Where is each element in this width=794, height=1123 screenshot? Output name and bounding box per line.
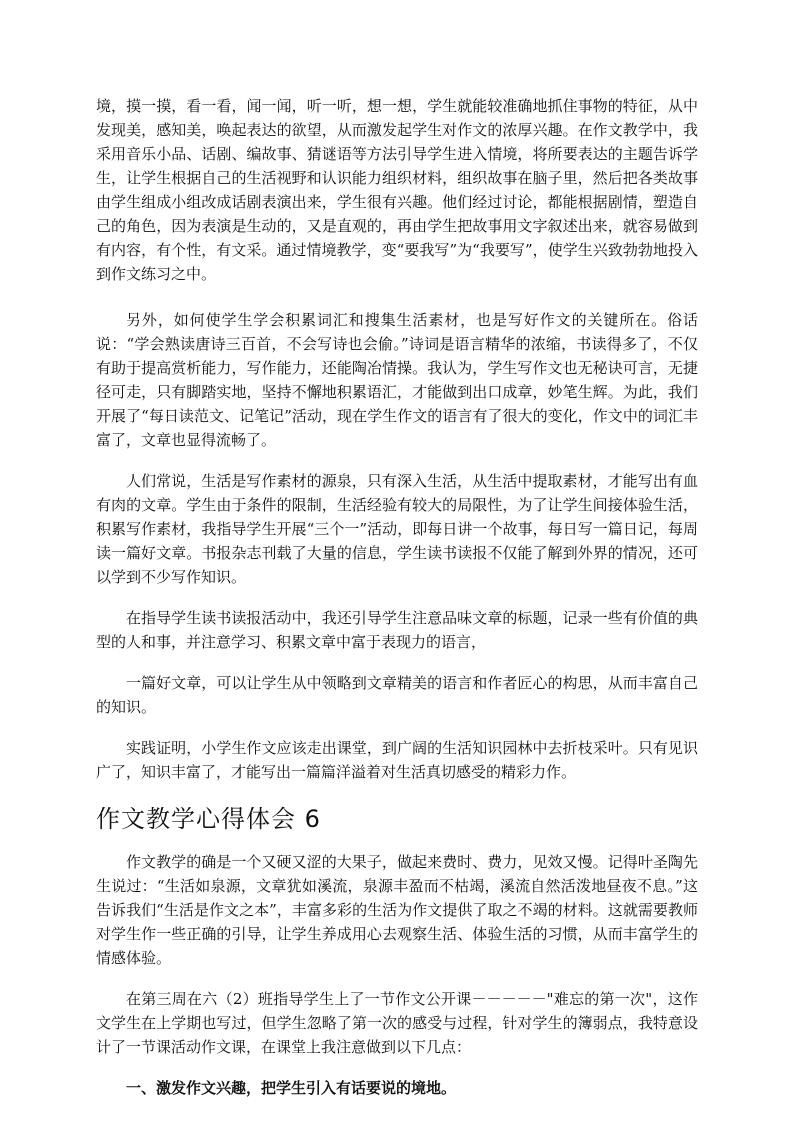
- paragraph-open-class: 在第三周在六（2）班指导学生上了一节作文公开课－－－－－"难忘的第一次"，这作文学生在上学期也写过，但学生忽略了第一次的感受与过程，针对学生的簿弱点，我特意设计了一节课活动作文课，在课堂上我注意做到以下几点：: [96, 990, 698, 1056]
- subheading-point-one: 一、激发作文兴趣，把学生引入有话要说的境地。: [126, 1079, 457, 1097]
- paragraph-intro: 作文教学的确是一个又硬又涩的大果子，做起来费时、费力，见效又慢。记得叶圣陶先生说过：“生活如泉源，文章犹如溪流，泉源丰盈而不枯竭，溪流自然活泼地昼夜不息。”这告诉我们“生活是作文之本”，丰富多彩的生活为作文提供了取之不竭的材料。这就需要教师对学生作一些正确的引导，让学生养成用心去观察生活、体验生活的习惯，从而丰富学生的情感体验。: [96, 853, 698, 967]
- paragraph-vocabulary: 另外，如何使学生学会积累词汇和搜集生活素材，也是写好作文的关键所在。俗话说：“学会熟读唐诗三百首，不会写诗也会偷。”诗词是语言精华的浓缩，书读得多了，不仅有助于提高赏析能力，写作能力，还能陶冶情操。我认为，学生写作文也无秘诀可言，无捷径可走，只有脚踏实地，坚持不懈地积累语汇，才能做到出口成章，妙笔生辉。为此，我们开展了“每日读范文、记笔记”活动，现在学生作文的语言有了很大的变化，作文中的词汇丰富了，文章也显得流畅了。: [96, 311, 698, 449]
- document-body: [96, 94, 698, 1117]
- paragraph-good-article: 一篇好文章，可以让学生从中领略到文章精美的语言和作者匠心的构思，从而丰富自己的知识。: [96, 674, 698, 716]
- paragraph-continued: 境，摸一摸，看一看，闻一闻，听一听，想一想，学生就能较准确地抓住事物的特征，从中发现美，感知美，唤起表达的欲望，从而激发起学生对作文的浓厚兴趣。在作文教学中，我采用音乐小品、话剧、编故事、猜谜语等方法引导学生进入情境，将所要表达的主题告诉学生，让学生根据自己的生活视野和认识能力组织材料，组织故事在脑子里，然后把各类故事由学生组成小组改成话剧表演出来，学生很有兴趣。他们经过讨论，都能根据剧情，塑造自己的角色，因为表演是生动的，又是直观的，再由学生把故事用文字叙述出来，就容易做到有内容，有个性，有文采。通过情境教学，变“要我写”为“我要写”，使学生兴致勃勃地投入到作文练习之中。: [96, 97, 698, 283]
- paragraph-conclusion: 实践证明，小学生作文应该走出课堂，到广阔的生活知识园林中去折枝采叶。只有见识广了，知识丰富了，才能写出一篇篇洋溢着对生活真切感受的精彩力作。: [96, 739, 698, 781]
- paragraph-life-source: 人们常说，生活是写作素材的源泉，只有深入生活，从生活中提取素材，才能写出有血有肉的文章。学生由于条件的限制，生活经验有较大的局限性，为了让学生间接体验生活，积累写作素材，我指导学生开展“三个一”活动，即每日讲一个故事，每日写一篇日记，每周读一篇好文章。书报杂志刊载了大量的信息，学生读书读报不仅能了解到外界的情况，还可以学到不少写作知识。: [96, 472, 698, 586]
- paragraph-reading-activity: 在指导学生读书读报活动中，我还引导学生注意品味文章的标题，记录一些有价值的典型的人和事，并注意学习、积累文章中富于表现力的语言，: [96, 609, 698, 651]
- section-heading: 作文教学心得体会 6: [96, 805, 321, 833]
